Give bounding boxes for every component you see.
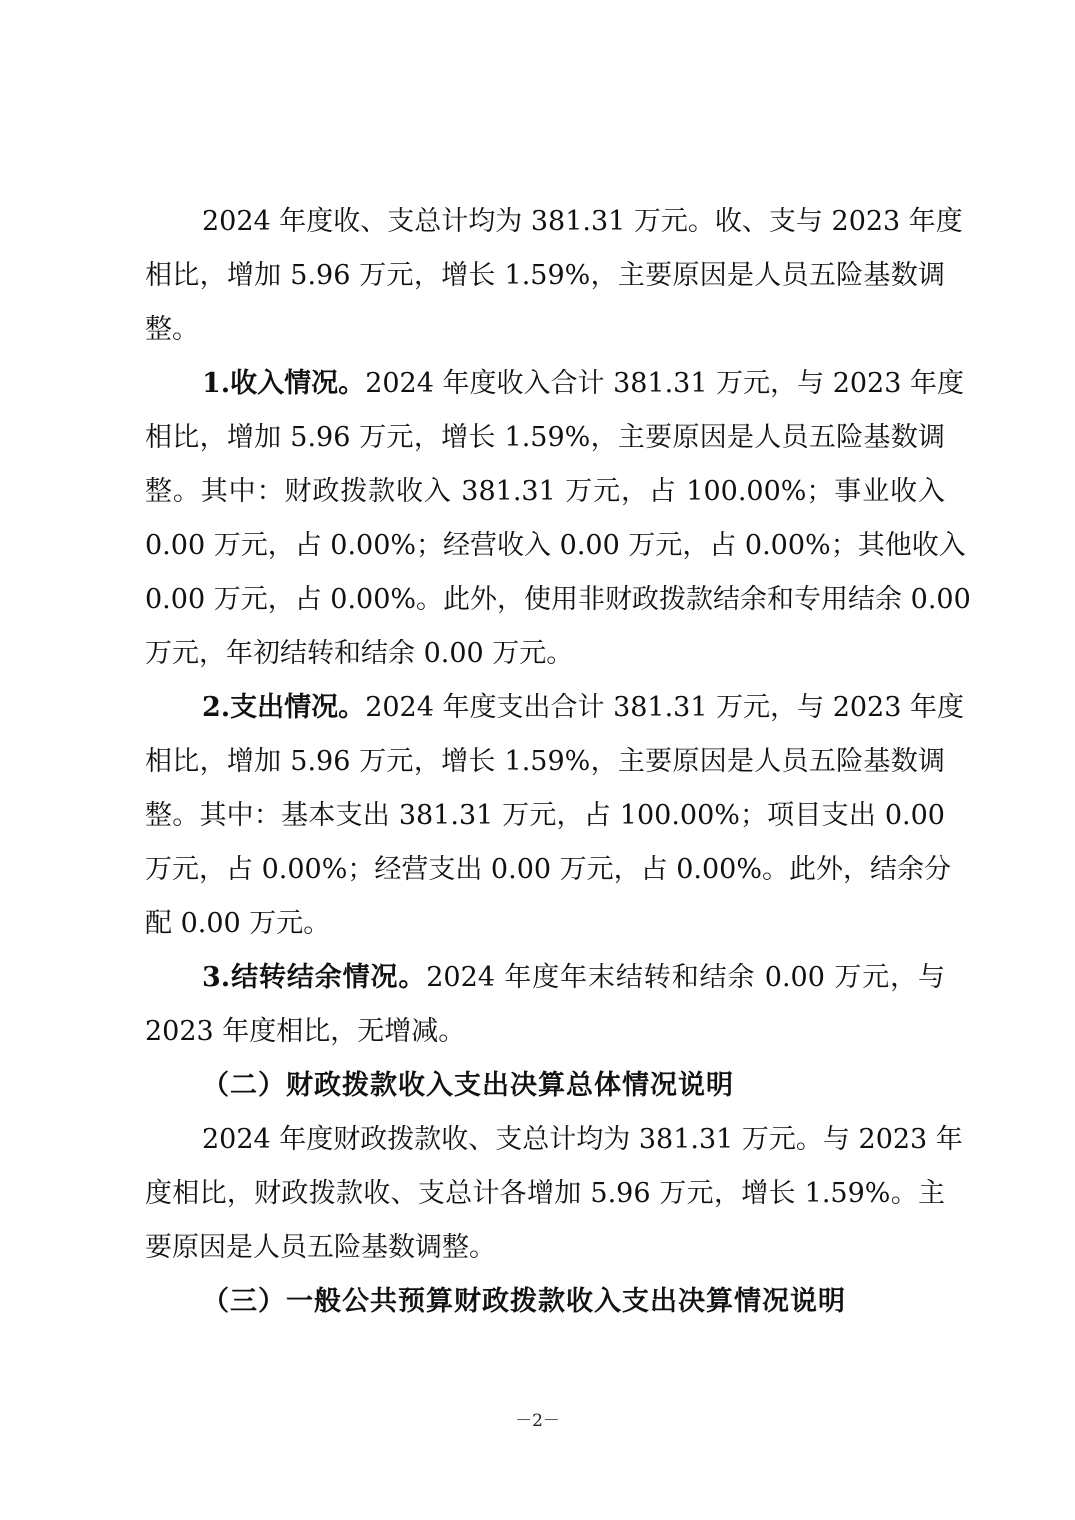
paragraph-line: 要原因是人员五险基数调整。 [145,1232,496,1263]
paragraph-text: 2024 年度支出合计 381.31 万元，与 2023 年度 [365,692,964,723]
paragraph-line: 相比，增加 5.96 万元，增长 1.59%，主要原因是人员五险基数调 [145,260,945,291]
paragraph-line: 配 0.00 万元。 [145,908,331,939]
paragraph-text: 2024 年度收入合计 381.31 万元，与 2023 年度 [365,368,964,399]
paragraph-line: 2024 年度收、支总计均为 381.31 万元。收、支与 2023 年度 [202,206,963,237]
paragraph-line: 相比，增加 5.96 万元，增长 1.59%，主要原因是人员五险基数调 [145,422,945,453]
paragraph-text: 2024 年度年末结转和结余 0.00 万元，与 [426,962,946,993]
income-label: 1.收入情况。 [202,368,366,399]
section-heading: （三）一般公共预算财政拨款收入支出决算情况说明 [202,1286,846,1317]
balance-label: 3.结转结余情况。 [202,962,427,993]
section-heading: （二）财政拨款收入支出决算总体情况说明 [202,1070,734,1101]
paragraph-line: 相比，增加 5.96 万元，增长 1.59%，主要原因是人员五险基数调 [145,746,945,777]
expense-label: 2.支出情况。 [202,692,366,723]
paragraph-line: 万元，占 0.00%；经营支出 0.00 万元，占 0.00%。此外，结余分 [145,854,951,885]
paragraph-line: 0.00 万元，占 0.00%；经营收入 0.00 万元，占 0.00%；其他收入 [145,530,966,561]
paragraph-line: 度相比，财政拨款收、支总计各增加 5.96 万元，增长 1.59%。主 [145,1178,945,1209]
paragraph-line: 整。其中：基本支出 381.31 万元，占 100.00%；项目支出 0.00 [145,800,945,831]
income-first-line [202,366,964,402]
paragraph-line: 2023 年度相比，无增减。 [145,1016,466,1047]
paragraph-line: 整。 [145,314,199,345]
expense-first-line [202,690,964,726]
paragraph-line: 整。其中：财政拨款收入 381.31 万元，占 100.00%；事业收入 [145,476,945,507]
paragraph-line: 2024 年度财政拨款收、支总计均为 381.31 万元。与 2023 年 [202,1124,963,1155]
page-number: －2－ [515,1411,560,1431]
paragraph-line: 0.00 万元，占 0.00%。此外，使用非财政拨款结余和专用结余 0.00 [145,584,971,615]
paragraph-line: 万元，年初结转和结余 0.00 万元。 [145,638,574,669]
balance-first-line [202,960,945,996]
